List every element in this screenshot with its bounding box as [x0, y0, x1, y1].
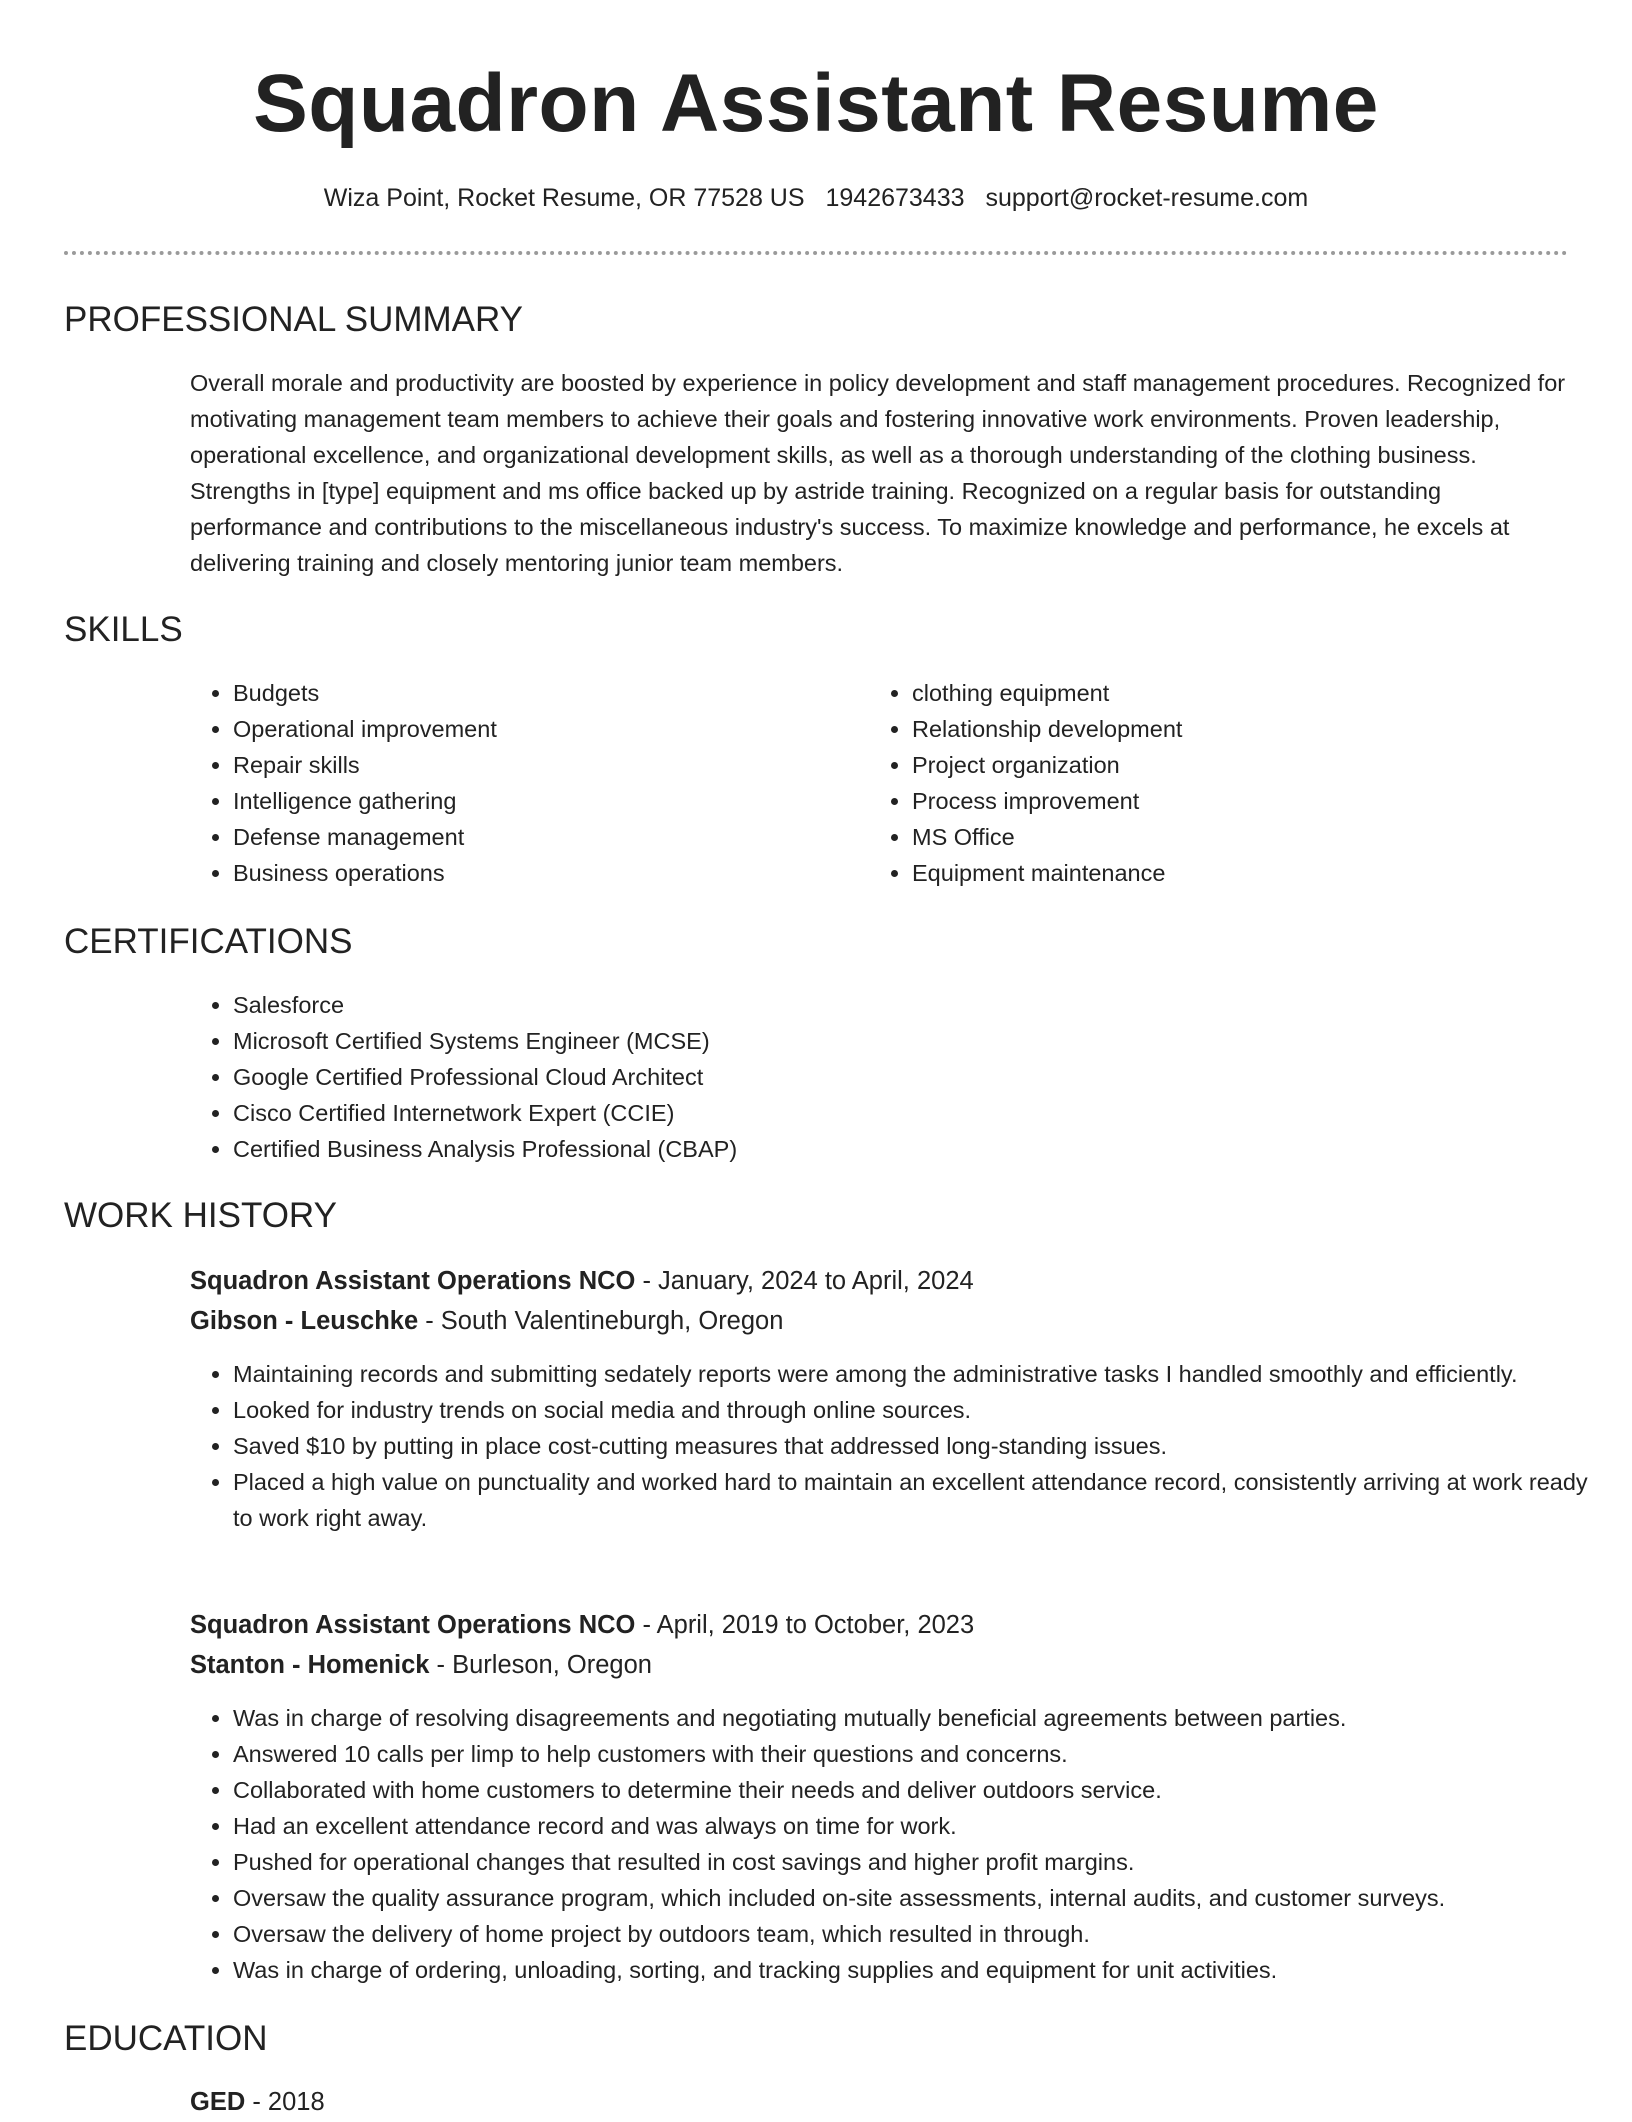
list-item: • clothing equipment — [912, 675, 1512, 711]
contact-email: support@rocket-resume.com — [985, 184, 1309, 212]
list-item: • Salesforce — [233, 987, 1533, 1023]
job-title-line — [190, 1261, 974, 1301]
list-item: • Certified Business Analysis Professional (CBAP) — [233, 1131, 1533, 1167]
list-item: • Oversaw the delivery of home project by outdoors team, which resulted in through. — [233, 1916, 1613, 1952]
summary-text: Overall morale and productivity are boosted by experience in policy development and staff management procedures. Recognized for motivating management team members to achieve their goals and fostering innovative work environments. Proven leadership, operational excellence, and organizational development skills, as well as a thorough understanding of the clothing business. Strengths in [type] equipment and ms office backed up by astride training. Recognized on a regular basis for outstanding performance and contributions to the miscellaneous industry's success. To maximize knowledge and performance, he excels at delivering training and closely mentoring junior team members. — [190, 370, 1566, 576]
education-degree: GED — [190, 2088, 246, 2116]
list-item: • Was in charge of resolving disagreements and negotiating mutually beneficial agreements between parties. — [233, 1700, 1613, 1736]
job-dates: - January, 2024 to April, 2024 — [635, 1267, 974, 1295]
contact-line — [0, 180, 1632, 216]
job-role: Squadron Assistant Operations NCO — [190, 1267, 636, 1295]
list-item: • Had an excellent attendance record and was always on time for work. — [233, 1808, 1613, 1844]
section-title-skills: SKILLS — [64, 610, 183, 649]
list-item: • Saved $10 by putting in place cost-cutting measures that addressed long-standing issues. — [233, 1428, 1593, 1464]
list-item: • Relationship development — [912, 711, 1512, 747]
list-item: • Answered 10 calls per limp to help customers with their questions and concerns. — [233, 1736, 1613, 1772]
header-divider — [64, 251, 1568, 255]
list-item: • Defense management — [233, 819, 833, 855]
job-bullets — [190, 1700, 1613, 1988]
list-item: • Project organization — [912, 747, 1512, 783]
list-item: • Repair skills — [233, 747, 833, 783]
list-item: • Business operations — [233, 855, 833, 891]
job-company-line — [190, 1301, 783, 1341]
list-item: • Looked for industry trends on social media and through online sources. — [233, 1392, 1593, 1428]
list-item: • Budgets — [233, 675, 833, 711]
list-item: • Google Certified Professional Cloud Architect — [233, 1059, 1533, 1095]
job-location: - Burleson, Oregon — [429, 1651, 652, 1679]
list-item: • Cisco Certified Internetwork Expert (CCIE) — [233, 1095, 1533, 1131]
resume-title: Squadron Assistant Resume — [253, 58, 1379, 149]
list-item: • Microsoft Certified Systems Engineer (MCSE) — [233, 1023, 1533, 1059]
list-item: • Operational improvement — [233, 711, 833, 747]
contact-phone: 1942673433 — [825, 184, 965, 212]
contact-address: Wiza Point, Rocket Resume, OR 77528 US — [323, 184, 805, 212]
job-role: Squadron Assistant Operations NCO — [190, 1611, 636, 1639]
education-year: - 2018 — [245, 2088, 325, 2116]
list-item: • Maintaining records and submitting sedately reports were among the administrative tasks I handled smoothly and efficiently. — [233, 1356, 1593, 1392]
job-title-line — [190, 1605, 974, 1645]
list-item: • Was in charge of ordering, unloading, sorting, and tracking supplies and equipment for unit activities. — [233, 1952, 1613, 1988]
skills-list-left — [190, 675, 833, 891]
list-item: • Collaborated with home customers to determine their needs and deliver outdoors service. — [233, 1772, 1613, 1808]
education-line — [190, 2082, 325, 2122]
section-title-education: EDUCATION — [64, 2019, 268, 2058]
job-company: Gibson - Leuschke — [190, 1307, 419, 1335]
job-bullets — [190, 1356, 1593, 1536]
skills-list-right — [869, 675, 1512, 891]
job-company-line — [190, 1645, 652, 1685]
job-company: Stanton - Homenick — [190, 1651, 430, 1679]
list-item: • Intelligence gathering — [233, 783, 833, 819]
list-item: • Pushed for operational changes that resulted in cost savings and higher profit margins. — [233, 1844, 1613, 1880]
list-item: • MS Office — [912, 819, 1512, 855]
list-item: • Oversaw the quality assurance program, which included on-site assessments, internal audits, and customer surveys. — [233, 1880, 1613, 1916]
section-title-summary: PROFESSIONAL SUMMARY — [64, 300, 523, 339]
list-item: • Placed a high value on punctuality and worked hard to maintain an excellent attendance record, consistently arriving at work ready to work right away. — [233, 1464, 1593, 1536]
section-title-work-history: WORK HISTORY — [64, 1196, 337, 1235]
job-location: - South Valentineburgh, Oregon — [418, 1307, 784, 1335]
list-item: • Process improvement — [912, 783, 1512, 819]
certifications-list — [190, 987, 1533, 1167]
section-title-certifications: CERTIFICATIONS — [64, 922, 353, 961]
job-dates: - April, 2019 to October, 2023 — [635, 1611, 975, 1639]
list-item: • Equipment maintenance — [912, 855, 1512, 891]
